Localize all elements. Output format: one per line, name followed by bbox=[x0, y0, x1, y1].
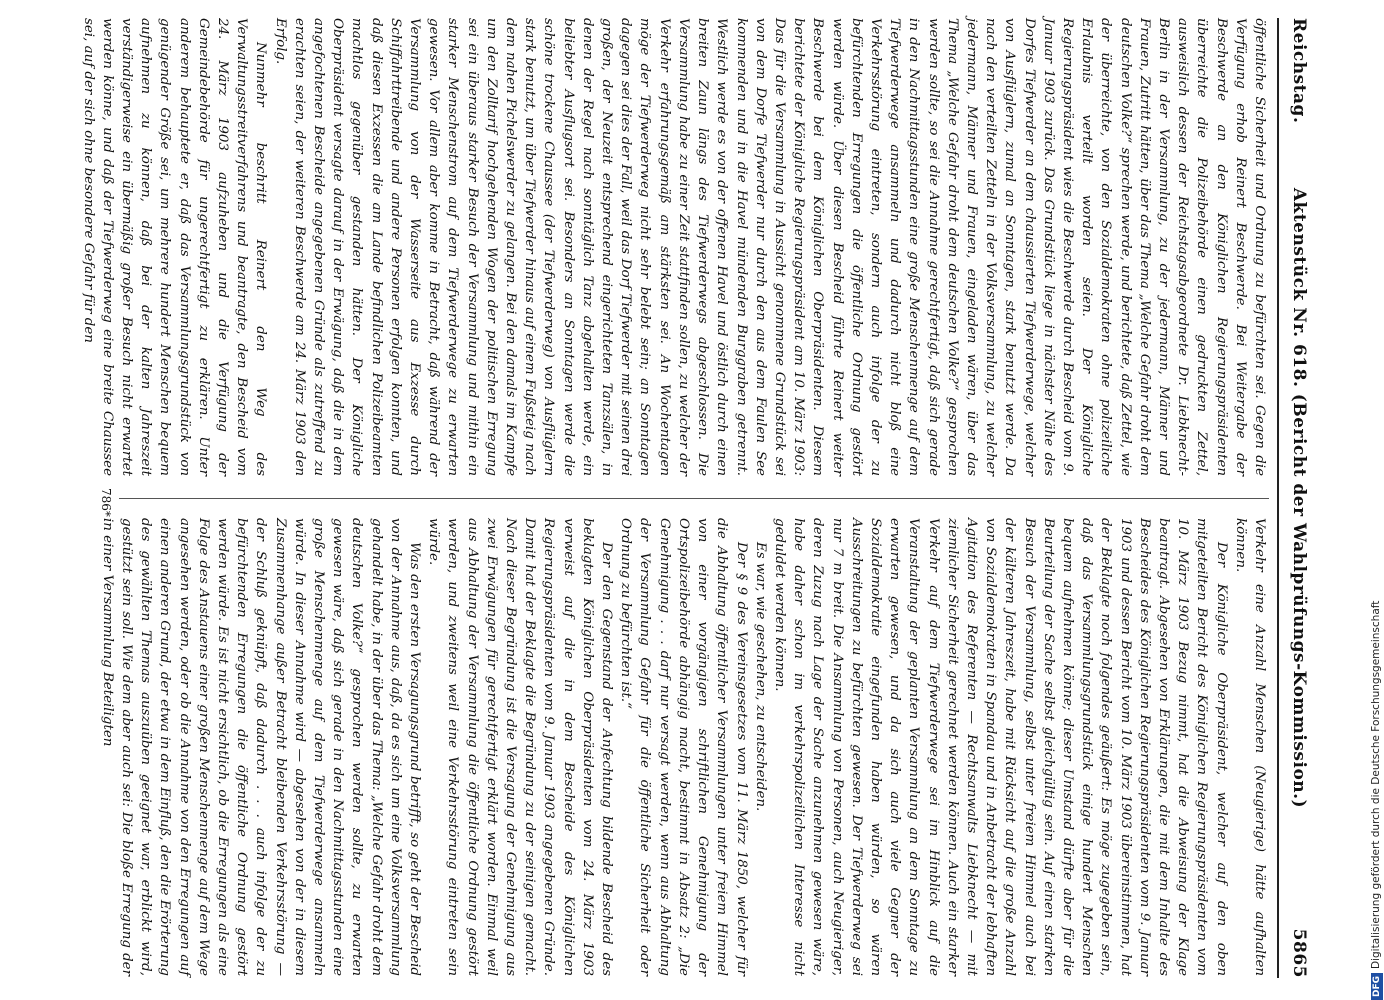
page-number: 5865 bbox=[1289, 928, 1309, 978]
folio-number: 786* bbox=[99, 488, 113, 517]
header-rule bbox=[1277, 18, 1279, 978]
header-center: Aktenstück Nr. 618. (Bericht der Wahlprüfungs-Kommission.) bbox=[1289, 187, 1309, 809]
left-column bbox=[80, 18, 1269, 476]
paragraph: Verkehr eine Anzahl Menschen (Neugierige) hätte aufhalten können. bbox=[1232, 518, 1267, 976]
credit-text: Digitalisierung gefördert durch die Deutsche Forschungsgemeinschaft bbox=[1370, 600, 1382, 969]
paragraph: Es war, wie geschehen, zu entscheiden. bbox=[752, 542, 768, 812]
paragraph: Was den ersten Versagungsgrund betrifft, so geht der Bescheid von der Annahme aus, daß, da es sich um eine Volksversammlung gehandelt habe, in der über das Thema: „Welche Gefahr droht dem deutschen Volke?“ gesprochen werden sollte, zu erwarten gewesen wäre, daß sich gerade in den Nachmittagsstunden eine große Menschenmenge auf dem Tiefwerderwege ansammeln würde. In dieser Annahme wird — abgesehen von der in diesem Zusammenhange außer Betracht bleibenden Verkehrsstörung — der Schluß geknüpft, daß dadurch . . . auch infolge der zu befürchtenden Erregungen die öffentliche Ordnung gestört werden würde. Es ist nicht ersichtlich, ob die Erregungen als eine Folge des Anstauens einer großen Menschenmenge auf dem Wege angesehen werden, oder ob die Annahme von den Erregungen auf einen anderen Grund, der etwa in dem Einfluß, den die Erörterung des gewählten Themas auszuüben geeignet war, erblickt wird, gestützt sein soll. Wie dem aber auch sei: Die bloße Erregung der in einer Versammlung Beteiligten bbox=[99, 518, 423, 976]
right-column bbox=[99, 518, 1269, 976]
paragraph: Der Königliche Oberpräsident, welcher auf den oben mitgeteilten Bericht des Königlichen Regierungspräsidenten vom 10. März 1903 Bezug nimmt, hat die Abweisung der Klage beantragt. Abgesehen von Erklärungen, die mit dem Inhalte des Bescheides des Königlichen Regierungspräsidenten vom 9. Januar 1903 und dessen Bericht vom 10. März 1903 übereinstimmen, hat der Beklagte noch folgendes geäußert: Es möge zugegeben sein, daß das Versammlungsgrundstück einige hundert Menschen bequem aufnehmen könne; dieser Umstand dürfte aber für die Beurteilung der Sache selbst gleichgültig sein. Auf einen starken Besuch der Versammlung, selbst unter freiem Himmel auch bei der kälteren Jahreszeit, habe mit Rücksicht auf die große Anzahl von Sozialdemokraten in Spandau und in Anbetracht der lebhaften Agitation des Referenten — Rechtsanwalts Liebknecht — mit ziemlicher Sicherheit gerechnet werden können. Auch ein starker Verkehr auf dem Tiefwerderwege sei im Hinblick auf die Veranstaltung der geplanten Versammlung an dem Sonntage zu erwarten gewesen, und da sich auch viele Gegner der Sozialdemokratie eingefunden haben würden, so wären Ausschreitungen zu befürchten gewesen. Der Tiefwerderweg sei nur 7 m breit. Die Ansammlung von Personen, auch Neugieriger, deren Zuzug nach Lage der Sache anzunehmen gewesen wäre, habe daher schon im verkehrspolizeilichen Interesse nicht geduldet werden können. bbox=[771, 518, 1229, 976]
column-divider bbox=[119, 498, 1269, 499]
digitization-credit bbox=[1370, 0, 1384, 1000]
dfg-logo: DFG bbox=[1371, 973, 1383, 1000]
paragraph: öffentliche Sicherheit und Ordnung zu befürchten sei. Gegen die Verfügung erhob Reinert Beschwerde. Bei Weitergabe der Beschwerde an den Königlichen Regierungspräsidenten überreichte die Polizeibehörde einen gedruckten Zettel, ausweislich dessen der Reichstagsabgeordnete Dr. Liebknecht-Berlin in der Versammlung, zu der jedermann, Männer und Frauen, Zutritt hätten, über das Thema „Welche Gefahr droht dem deutschen Volke?“ sprechen werde, und berichtete, daß Zettel, wie der überreichte, von den Sozialdemokraten ohne polizeiliche Erlaubnis verteilt worden seien. Der Königliche Regierungspräsident wies die Beschwerde durch Bescheid vom 9. Januar 1903 zurück. Das Grundstück liege in nächster Nähe des Dorfes Tiefwerder an dem chaussierten Tiefwerderwege, welcher von Ausflüglern, zumal an Sonntagen, stark benutzt werde. Da nach den verteilten Zetteln in der Volksversammlung, zu welcher jedermann, Männer und Frauen, eingeladen wären, über das Thema „Welche Gefahr droht dem deutschen Volke?“ gesprochen werden sollte, so sei die Annahme gerechtfertigt, daß sich gerade in den Nachmittagsstunden eine große Menschenmenge auf dem Tiefwerderwege ansammeln und dadurch nicht bloß eine Verkehrsstörung eintreten, sondern auch infolge der zu befürchtenden Erregungen die öffentliche Ordnung gestört werden würde. Über diesen Bescheid führte Reinert weiter Beschwerde bei dem Königlichen Oberpräsidenten. Diesem berichtete der Königliche Regierungspräsident am 10. März 1903: Das für die Versammlung in Aussicht genommene Grundstück sei von dem Dorfe Tiefwerder nur durch den aus dem Faulen See kommenden und in die Havel mündenden Burggraben getrennt. Westlich werde es von der offenen Havel und östlich durch einen breiten Zaun längs des Tiefwerderwegs abgeschlossen. Die Versammlung habe zu einer Zeit stattfinden sollen, zu welcher der Verkehr erfahrungsgemäß am stärksten sei. An Wochentagen möge der Tiefwerderweg nicht sehr belebt sein; an Sonntagen dagegen sei dies der Fall, weil das Dorf Tiefwerder mit seinen drei großen, der Neuzeit entsprechend eingerichteten Tanzsälen, in denen der Regel nach sonntäglich Tanz abgehalten werde, ein beliebter Ausflugsort sei. Besonders an Sonntagen werde die schöne trockene Chaussee (der Tiefwerderweg) von Ausflüglern stark benutzt, um über Tiefwerder hinaus auf einem Fußsteig nach dem nahen Pichelswerder zu gelangen. Bei den damals im Kampfe um den Zolltarif hochgehenden Wogen der politischen Erregung sei ein überaus starker Besuch der Versammlung und mithin ein starker Menschenstrom auf dem Tiefwerderwege zu erwarten gewesen. Vor allem aber komme in Betracht, daß während der Versammlung von der Wasserseite aus Exzesse durch Schiffahrttreibende und andere Personen erfolgen konnten, und daß diesen Exzessen die am Lande befindlichen Polizeibeamten machtlos gegenüber gestanden hätten. Der Königliche Oberpräsident versagte darauf in der Erwägung, daß die in dem angefochtenen Bescheide angegebenen Gründe als zutreffend zu erachten seien, der weiteren Beschwerde am 24. März 1903 den Erfolg. bbox=[272, 18, 1267, 476]
paragraph: Der § 9 des Vereinsgesetzes vom 11. März 1850, welcher für die Abhaltung öffentlicher Versammlungen unter freiem Himmel von einer vorgängigen schriftlichen Genehmigung der Ortspolizeibehörde abhängig macht, bestimmt in Absatz 2: „Die Genehmigung . . . darf nur versagt werden, wenn aus Abhaltung der Versammlung Gefahr für die öffentliche Sicherheit oder Ordnung zu befürchten ist.“ bbox=[618, 518, 749, 976]
header-left: Reichstag. bbox=[1289, 18, 1309, 124]
running-header bbox=[1281, 18, 1315, 978]
paragraph: Der den Gegenstand der Anfechtung bildende Bescheid des beklagten Königlichen Oberpräsidenten vom 24. März 1903 verweist auf die in dem Bescheide des Königlichen Regierungspräsidenten vom 9. Januar 1903 angegebenen Gründe. Damit hat der Beklagte die Begründung zu der seinigen gemacht. Nach dieser Begründung ist die Versagung der Genehmigung aus zwei Erwägungen für gerechtfertigt erklärt worden. Einmal weil aus Abhaltung der Versammlung die öffentliche Ordnung gestört werden, und zweitens weil eine Verkehrsstörung eintreten sein würde. bbox=[426, 518, 615, 976]
paragraph: Nunmehr beschritt Reinert den Weg des Verwaltungsstreitverfahrens und beantragte, den Bescheid vom 24. März 1903 aufzuheben und die Verfügung der Gemeindebehörde für ungerechtfertigt zu erklären. Unter anderem behauptete er, daß das Versammlungsgrundstück von genügender Größe sei, um mehrere hundert Menschen bequem aufnehmen zu können, daß bei der kalten Jahreszeit verständigerweise ein übermäßig großer Besuch nicht erwartet werden könne, und daß der Tiefwerderweg eine breite Chaussee sei, auf der sich ohne besondere Gefahr für den bbox=[80, 18, 269, 476]
rotated-page-content bbox=[80, 18, 1315, 978]
